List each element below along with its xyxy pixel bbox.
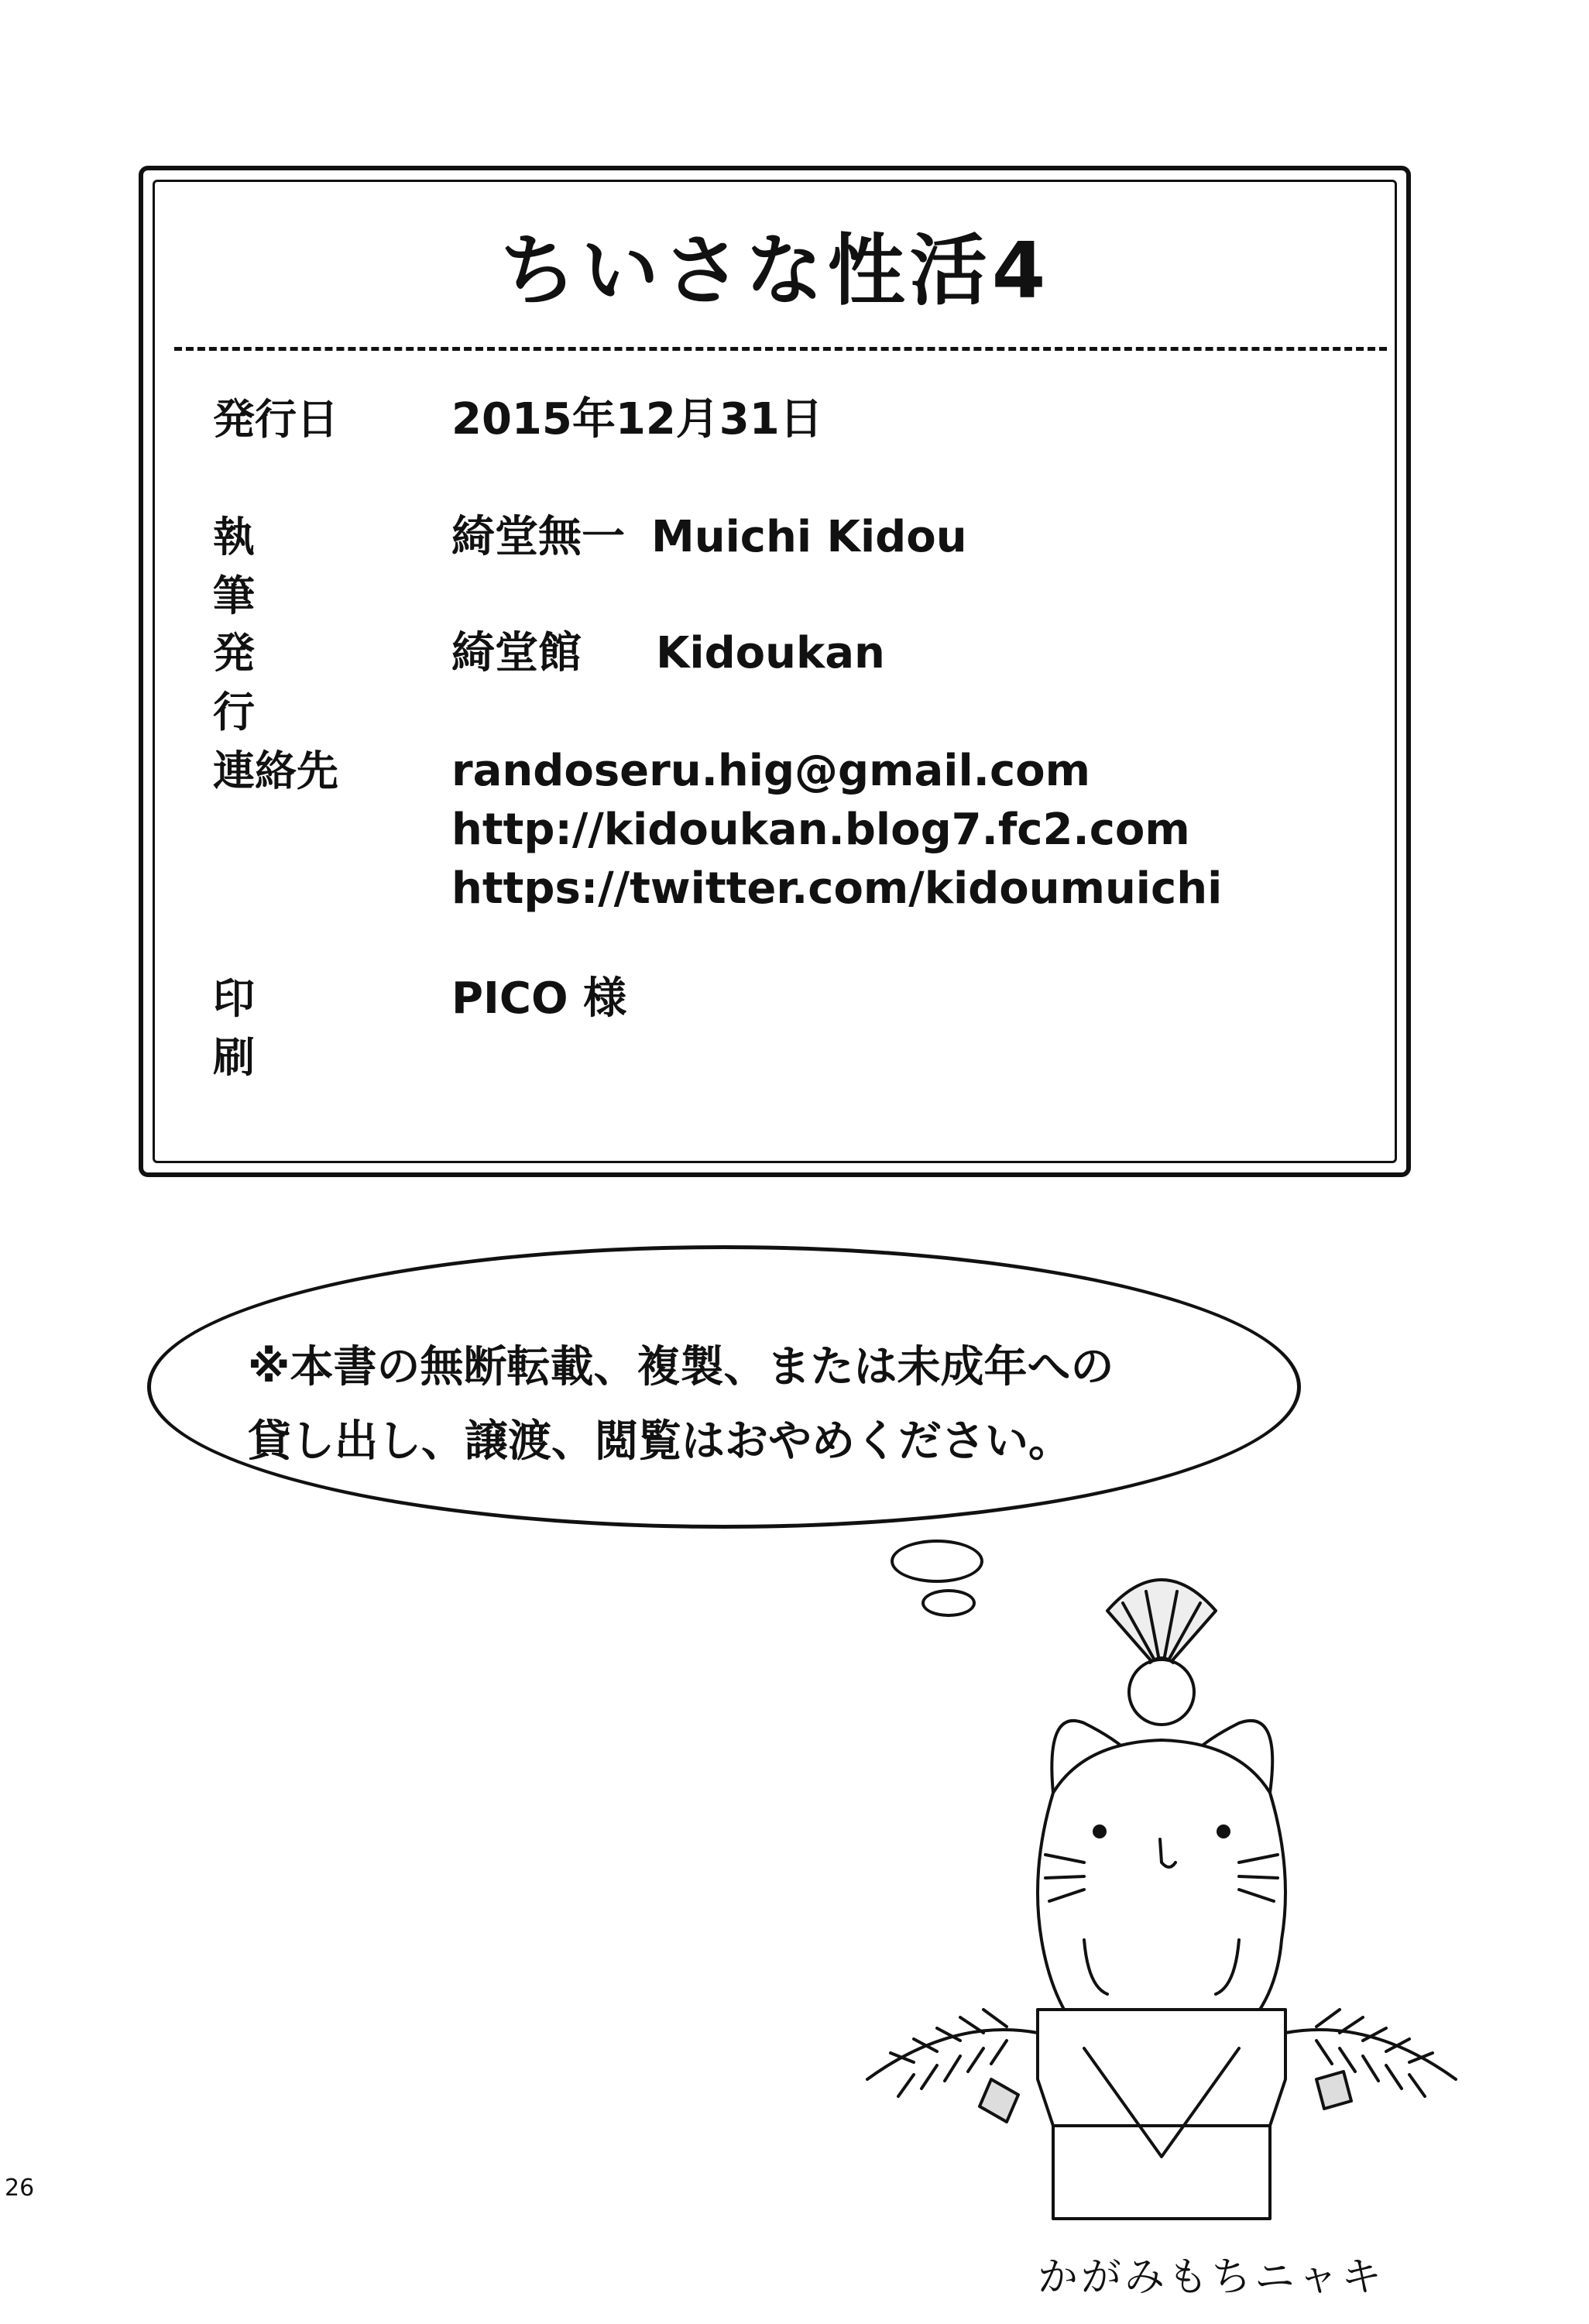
value-contact: [451, 742, 1222, 918]
label-publish-date: 発行日: [213, 395, 338, 444]
notice-line-2: 貸し出し、譲渡、閲覧はおやめください。: [248, 1416, 1072, 1467]
value-author: [451, 508, 967, 567]
author-name-ja: 綺堂無一: [451, 512, 625, 562]
label-author: 執筆: [213, 513, 292, 620]
contact-blog-url: http://kidoukan.blog7.fc2.com: [451, 805, 1190, 855]
publisher-name-en: Kidoukan: [656, 628, 885, 678]
contact-email: randoseru.hig@gmail.com: [451, 746, 1090, 796]
notice-text: [248, 1330, 1254, 1479]
contact-twitter-url: https://twitter.com/kidoumuichi: [451, 863, 1223, 914]
author-name-en: Muichi Kidou: [651, 512, 967, 562]
page-number: 26: [5, 2175, 35, 2202]
notice-line-1: ※本書の無断転載、複製、または未成年への: [248, 1342, 1114, 1392]
cat-kagami-mochi-icon: [852, 1537, 1471, 2226]
value-publish-date: 2015年12月31日: [451, 394, 823, 445]
label-contact: 連絡先: [213, 747, 338, 795]
value-printer: PICO 様: [451, 973, 627, 1024]
colophon-box: [139, 166, 1411, 1177]
label-printer: 印刷: [213, 974, 292, 1082]
value-publisher: [451, 624, 885, 683]
illustration-caption: かがみもちニャキ: [1038, 2254, 1385, 2301]
book-title: ちいさな性活4: [499, 225, 1051, 316]
publisher-name-ja: 綺堂館: [451, 628, 582, 678]
dashed-divider: [174, 347, 1387, 351]
label-publisher: 発行: [213, 629, 292, 736]
